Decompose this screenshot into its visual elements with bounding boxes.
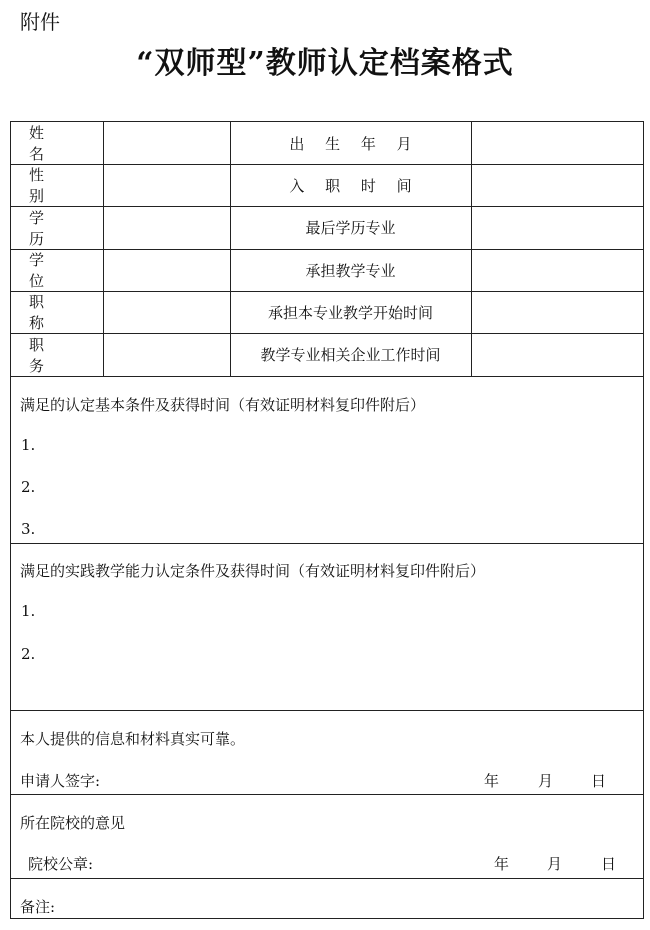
birth-date-field[interactable] <box>472 122 643 164</box>
last-major-label: 最后学历专业 <box>305 219 396 237</box>
applicant-date-year: 年 <box>484 772 500 790</box>
hire-date-label: 入 职 时 间 <box>289 176 420 195</box>
position-label: 职 务 <box>29 335 63 375</box>
school-date-day: 日 <box>601 855 617 873</box>
practice-condition-item: 2. <box>21 645 36 663</box>
practice-conditions-heading: 满足的实践教学能力认定条件及获得时间（有效证明材料复印件附后） <box>20 562 486 580</box>
teaching-start-label: 承担本专业教学开始时间 <box>267 303 433 322</box>
document-title: “双师型”教师认定档案格式 <box>136 46 514 81</box>
degree-field[interactable] <box>104 249 230 291</box>
position-field[interactable] <box>104 333 230 376</box>
basic-condition-item: 1. <box>21 436 36 454</box>
applicant-date-month: 月 <box>538 772 554 790</box>
applicant-signature-label: 申请人签字: <box>20 772 101 790</box>
section-divider <box>11 878 643 879</box>
remarks-label: 备注: <box>20 898 56 916</box>
name-label: 姓 名 <box>29 124 63 163</box>
basic-condition-item: 3. <box>21 520 36 538</box>
title-field[interactable] <box>104 291 230 333</box>
teaching-major-label: 承担教学专业 <box>305 261 396 280</box>
enterprise-work-label: 教学专业相关企业工作时间 <box>260 346 441 364</box>
teaching-major-field[interactable] <box>472 249 643 291</box>
school-seal-label: 院校公章: <box>28 855 94 873</box>
basic-conditions-heading: 满足的认定基本条件及获得时间（有效证明材料复印件附后） <box>20 396 426 414</box>
enterprise-work-field[interactable] <box>472 333 643 376</box>
declaration-statement: 本人提供的信息和材料真实可靠。 <box>20 730 246 748</box>
applicant-date-day: 日 <box>591 772 607 790</box>
basic-condition-item: 2. <box>21 478 36 496</box>
row-divider <box>11 376 643 377</box>
title-label: 职 称 <box>29 293 63 332</box>
gender-field[interactable] <box>104 164 230 206</box>
name-field[interactable] <box>104 122 230 164</box>
hire-date-field[interactable] <box>472 164 643 206</box>
section-divider <box>11 543 643 544</box>
attachment-label: 附件 <box>20 10 60 34</box>
last-major-field[interactable] <box>472 206 643 249</box>
application-form <box>10 121 644 919</box>
gender-label: 性 别 <box>29 166 63 205</box>
education-field[interactable] <box>104 206 230 249</box>
degree-label: 学 位 <box>29 251 63 290</box>
birth-date-label: 出 生 年 月 <box>289 134 420 153</box>
section-divider <box>11 710 643 711</box>
teaching-start-field[interactable] <box>472 291 643 333</box>
school-opinion-heading: 所在院校的意见 <box>20 814 126 832</box>
school-date-month: 月 <box>547 855 563 873</box>
education-label: 学 历 <box>29 208 63 248</box>
practice-condition-item: 1. <box>21 602 36 620</box>
school-date-year: 年 <box>494 855 510 873</box>
section-divider <box>11 794 643 795</box>
